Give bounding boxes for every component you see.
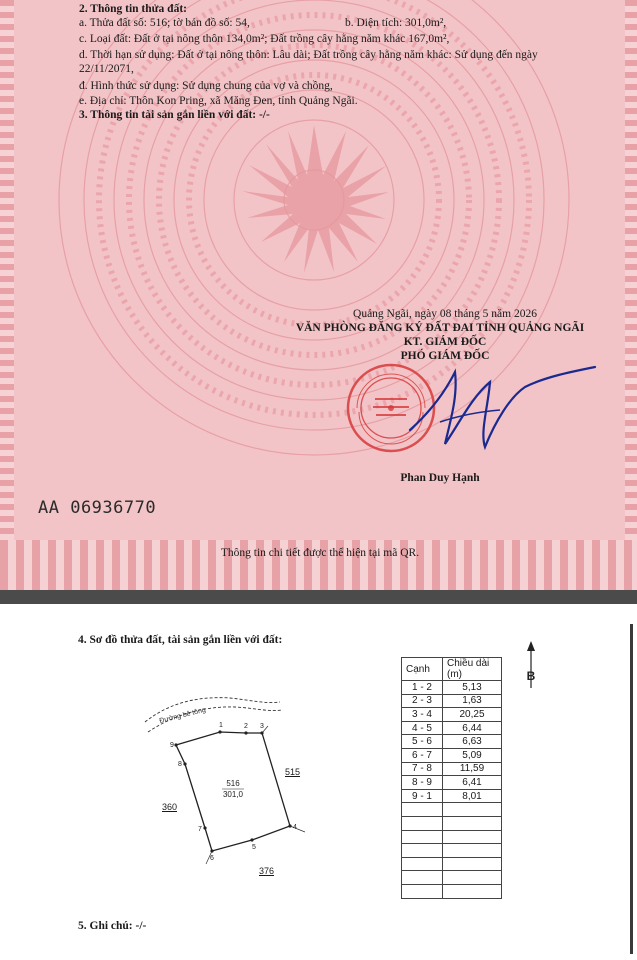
- term-line: d. Thời hạn sử dụng: Đất ở tại nông thôn: Lâu dài; Đất trồng cây hằng năm khác: Sử dụng đến ngày: [79, 49, 538, 61]
- edge-cell: [402, 844, 443, 858]
- signatory-title: PHÓ GIÁM ĐỐC: [400, 350, 490, 362]
- edge-cell: 1 - 2: [402, 681, 443, 695]
- vertex-label: 4: [293, 824, 297, 831]
- address-line: e. Địa chỉ: Thôn Kon Pring, xã Măng Đen, tỉnh Quảng Ngãi.: [79, 95, 358, 107]
- edge-length-table: [401, 657, 502, 899]
- edge-cell: [402, 884, 443, 898]
- length-cell: 6,63: [443, 735, 502, 749]
- issue-date: Quảng Ngãi, ngày 08 tháng 5 năm 2026: [353, 308, 537, 320]
- north-label: B: [526, 669, 536, 683]
- vertex-label: 6: [210, 855, 214, 862]
- edge-cell: [402, 816, 443, 830]
- edge-cell: [402, 830, 443, 844]
- parcel-number-label: 516: [226, 779, 240, 788]
- table-row: [402, 789, 502, 803]
- vertex-label: 7: [198, 826, 202, 833]
- table-header-edge: Cạnh: [402, 658, 443, 681]
- vertex-label: 9: [170, 742, 174, 749]
- term-line-continued: 22/11/2071,: [79, 63, 134, 75]
- table-header-row: [402, 658, 502, 681]
- north-arrow-icon: [520, 640, 542, 690]
- vertex-label: 3: [260, 723, 264, 730]
- qr-info-note: Thông tin chi tiết được thể hiện tại mã QR.: [220, 547, 420, 559]
- length-cell: [443, 844, 502, 858]
- land-type-line: c. Loại đất: Đất ở tại nông thôn 134,0m²; Đất trồng cây hằng năm khác 167,0m²,: [79, 33, 450, 45]
- table-header-length: Chiều dài (m): [443, 658, 502, 681]
- length-cell: 6,44: [443, 721, 502, 735]
- section-5-notes: 5. Ghi chú: -/-: [78, 920, 147, 932]
- handwritten-signature: [400, 352, 600, 462]
- vertex-label: 1: [219, 722, 223, 729]
- usage-form-line: đ. Hình thức sử dụng: Sử dụng chung của vợ và chồng,: [79, 80, 333, 92]
- vertex-label: 5: [252, 844, 256, 851]
- vertex-label: 8: [178, 761, 182, 768]
- edge-cell: 7 - 8: [402, 762, 443, 776]
- neighbor-parcel-left: 360: [162, 802, 178, 812]
- section-4-heading: 4. Sơ đồ thửa đất, tài sản gắn liền với đất:: [78, 634, 283, 646]
- edge-cell: 6 - 7: [402, 748, 443, 762]
- table-row: [402, 708, 502, 722]
- length-cell: [443, 816, 502, 830]
- decorative-border-right: [625, 0, 637, 590]
- table-row: [402, 735, 502, 749]
- section-2-heading: 2. Thông tin thửa đất:: [79, 3, 187, 15]
- edge-cell: [402, 803, 443, 817]
- table-row: [402, 844, 502, 858]
- vertex-label: 2: [244, 723, 248, 730]
- section-3-heading: 3. Thông tin tài sản gắn liền với đất: -/-: [79, 109, 270, 121]
- edge-cell: 8 - 9: [402, 776, 443, 790]
- table-row: [402, 803, 502, 817]
- parcel-area-label: 301,0: [222, 790, 244, 799]
- length-cell: [443, 884, 502, 898]
- road-label: Đường bê tông: [158, 706, 207, 725]
- length-cell: 8,01: [443, 789, 502, 803]
- edge-cell: 2 - 3: [402, 694, 443, 708]
- edge-cell: 3 - 4: [402, 708, 443, 722]
- length-cell: [443, 830, 502, 844]
- edge-cell: [402, 871, 443, 885]
- table-row: [402, 884, 502, 898]
- certificate-page-2: [0, 604, 637, 960]
- length-cell: [443, 871, 502, 885]
- parcel-diagram: [140, 692, 330, 892]
- edge-cell: 4 - 5: [402, 721, 443, 735]
- parcel-number-line: a. Thửa đất số: 516; tờ bản đồ số: 54,: [79, 17, 250, 29]
- edge-cell: 5 - 6: [402, 735, 443, 749]
- certificate-serial-number: AA 06936770: [38, 498, 157, 518]
- signatory-authority: KT. GIÁM ĐỐC: [403, 336, 487, 348]
- table-row: [402, 681, 502, 695]
- length-cell: 1,63: [443, 694, 502, 708]
- length-cell: [443, 803, 502, 817]
- length-cell: 5,09: [443, 748, 502, 762]
- table-row: [402, 762, 502, 776]
- signer-name: Phan Duy Hạnh: [400, 472, 480, 484]
- table-row: [402, 830, 502, 844]
- table-row: [402, 694, 502, 708]
- table-row: [402, 857, 502, 871]
- length-cell: 20,25: [443, 708, 502, 722]
- table-row: [402, 748, 502, 762]
- neighbor-parcel-bottom: 376: [259, 866, 275, 876]
- length-cell: [443, 857, 502, 871]
- issuing-office: VĂN PHÒNG ĐĂNG KÝ ĐẤT ĐAI TỈNH QUẢNG NGÃI: [295, 322, 585, 334]
- area-line: b. Diện tích: 301,0m²,: [345, 17, 447, 29]
- table-row: [402, 816, 502, 830]
- table-row: [402, 776, 502, 790]
- edge-cell: 9 - 1: [402, 789, 443, 803]
- length-cell: 5,13: [443, 681, 502, 695]
- page-edge-shadow: [630, 624, 633, 954]
- edge-cell: [402, 857, 443, 871]
- table-row: [402, 721, 502, 735]
- decorative-border-left: [0, 0, 14, 590]
- table-row: [402, 871, 502, 885]
- neighbor-parcel-right: 515: [285, 767, 301, 777]
- length-cell: 11,59: [443, 762, 502, 776]
- length-cell: 6,41: [443, 776, 502, 790]
